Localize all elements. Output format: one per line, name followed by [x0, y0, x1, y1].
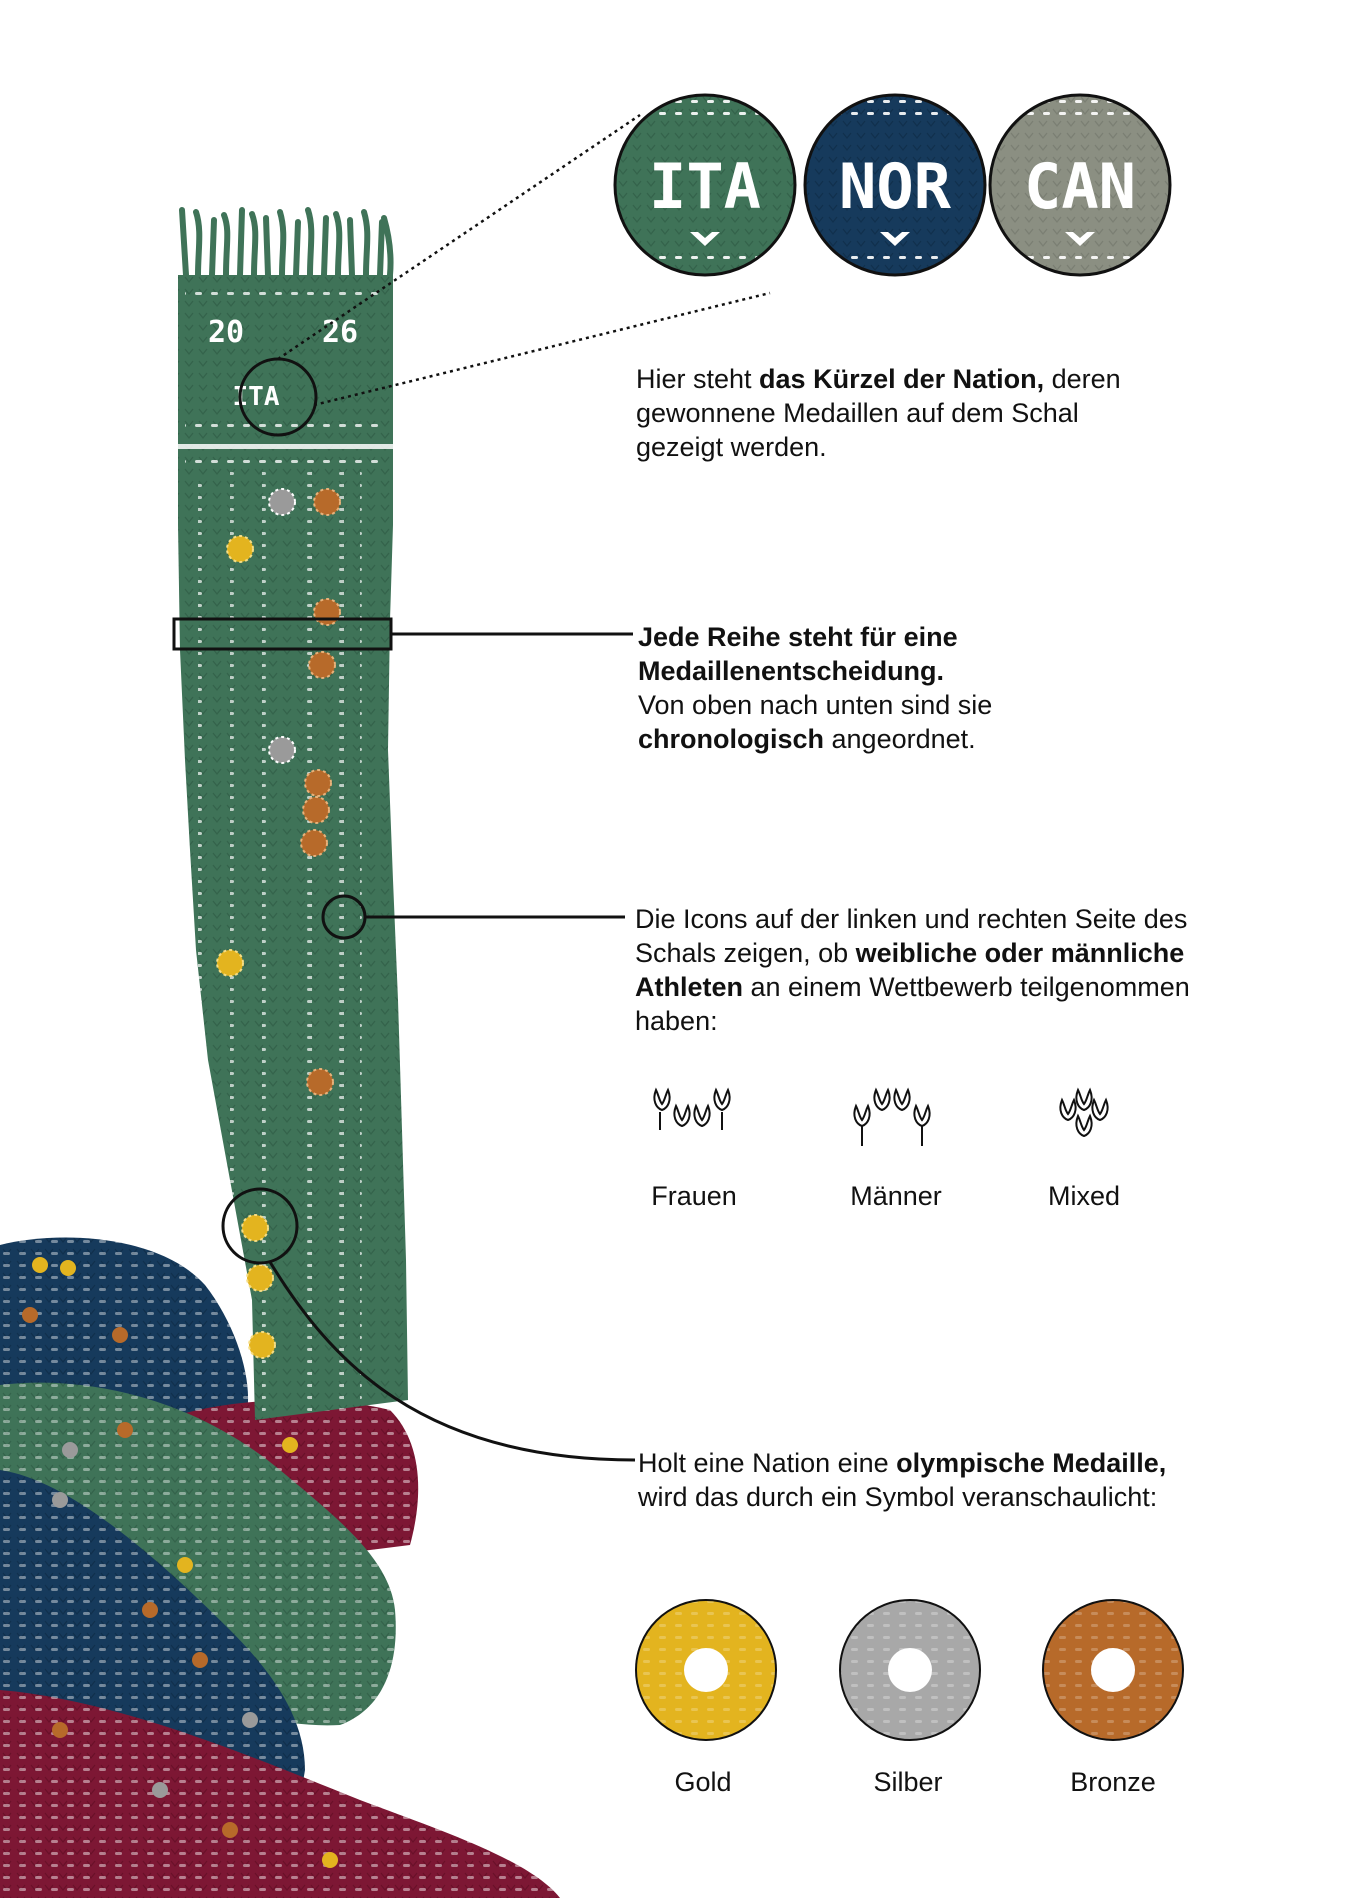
scarf-medal-gold [249, 1332, 275, 1358]
scarf-medal-gold [242, 1215, 268, 1241]
nation-text-1c: deren [1044, 364, 1121, 394]
icons-text-3a: Athleten [635, 972, 743, 1002]
nation-text-3: gezeigt werden. [636, 432, 827, 462]
zoom-dotted-line-top [278, 115, 640, 359]
scarf-medal-bronze [305, 770, 331, 796]
scarf-fringe [182, 210, 391, 275]
row-text-2: Medaillenentscheidung. [638, 656, 945, 686]
bronze-medal-icon [1043, 1600, 1183, 1740]
scarf-year-right: 26 [322, 315, 359, 350]
green-scarf [170, 210, 410, 1440]
row-text-1: Jede Reihe steht für eine [638, 622, 958, 652]
legend-mixed-label: Mixed [1047, 1181, 1121, 1211]
scarf-medal-bronze [309, 652, 335, 678]
medal-text-2: wird das durch ein Symbol veranschaulicht: [638, 1482, 1158, 1512]
icons-text-2b: weibliche oder männliche [855, 938, 1185, 968]
medal-text-1a: Holt eine Nation eine [638, 1448, 897, 1478]
zoom-label-ita: ITA [649, 150, 761, 223]
legend-bronze-label: Bronze [1070, 1767, 1156, 1797]
scarf-medal-gold [247, 1265, 273, 1291]
icons-annotation [635, 902, 1335, 1038]
scarf-medal-bronze [314, 599, 340, 625]
scarf-medal-bronze [301, 830, 327, 856]
mixed-icon [1060, 1090, 1107, 1136]
scarf-medal-gold [227, 536, 253, 562]
zoom-circle-nor [805, 95, 990, 275]
nation-text-2: gewonnene Medaillen auf dem Schal [636, 398, 1079, 428]
nation-text-1b: das Kürzel der Nation, [759, 364, 1045, 394]
zoom-label-can: CAN [1024, 150, 1136, 223]
scarf-nation-label: ITA [232, 382, 280, 412]
scarf-year-left: 20 [208, 315, 245, 350]
row-text-3: Von oben nach unten sind sie [638, 690, 993, 720]
scarf-medal-silver [269, 737, 295, 763]
zoom-circle-ita [615, 95, 800, 275]
nation-text-1a: Hier steht [636, 364, 760, 394]
nation-zoom [278, 95, 1175, 405]
zoom-label-nor: NOR [839, 150, 951, 223]
nation-annotation [636, 362, 1236, 464]
silver-medal-icon [840, 1600, 980, 1740]
row-annotation [638, 620, 1238, 756]
header-band-line [170, 444, 410, 449]
icons-text-4: haben: [635, 1006, 718, 1036]
scarf-medal-bronze [303, 797, 329, 823]
gold-medal-icon [636, 1600, 776, 1740]
row-text-4a: chronologisch [638, 724, 825, 754]
legend-silber-label: Silber [873, 1767, 943, 1797]
legend-maenner-label: Männer [850, 1181, 942, 1211]
medal-text-1b: olympische Medaille, [896, 1448, 1167, 1478]
gender-legend-icons [654, 1090, 1107, 1146]
zoom-circle-can [990, 95, 1175, 275]
row-text-4b: angeordnet. [824, 724, 976, 754]
scarf-medal-gold [217, 950, 243, 976]
scarf-medal-silver [269, 489, 295, 515]
legend-frauen-label: Frauen [651, 1181, 737, 1211]
legend-gold-label: Gold [674, 1767, 732, 1797]
medal-legend-icons [636, 1600, 1183, 1740]
icons-text-3b: an einem Wettbewerb teilgenommen [743, 972, 1190, 1002]
scarf-medal-bronze [307, 1069, 333, 1095]
maenner-icon [854, 1090, 929, 1146]
frauen-icon [654, 1090, 729, 1130]
medal-annotation [638, 1446, 1338, 1514]
icons-text-2a: Schals zeigen, ob [635, 938, 856, 968]
icons-text-1: Die Icons auf der linken und rechten Seite des [635, 904, 1188, 934]
scarf-medal-bronze [314, 489, 340, 515]
